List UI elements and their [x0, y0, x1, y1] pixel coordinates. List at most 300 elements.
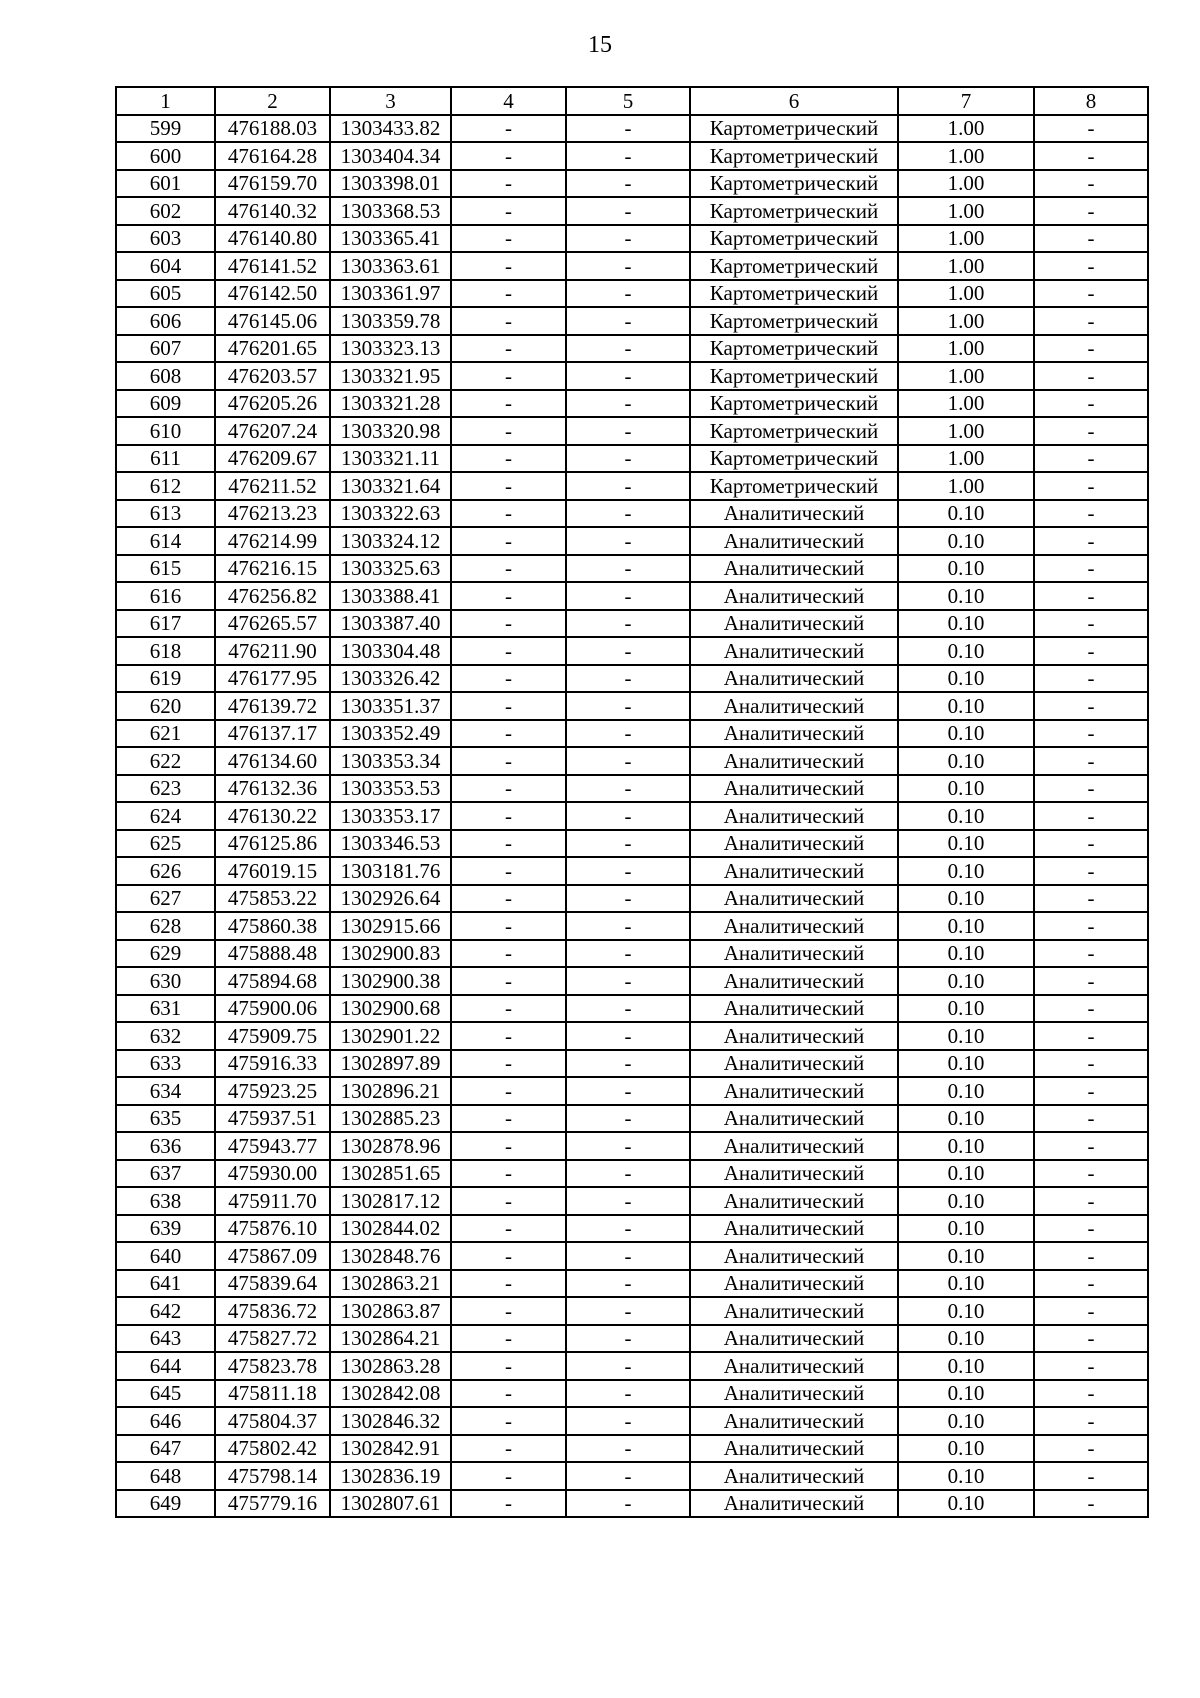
table-row	[116, 1187, 1148, 1215]
y-coordinate-cell: 1302863.28	[330, 1352, 451, 1380]
column-4-cell: -	[451, 857, 566, 885]
y-coordinate-cell: 1303321.64	[330, 472, 451, 500]
column-8-cell: -	[1034, 280, 1148, 308]
accuracy-cell: 1.00	[898, 142, 1034, 170]
point-number-cell: 625	[116, 830, 215, 858]
accuracy-cell: 0.10	[898, 1407, 1034, 1435]
point-number-cell: 636	[116, 1132, 215, 1160]
point-number-cell: 599	[116, 115, 215, 143]
table-row	[116, 1380, 1148, 1408]
table-row	[116, 1242, 1148, 1270]
point-number-cell: 629	[116, 940, 215, 968]
column-8-cell: -	[1034, 720, 1148, 748]
column-4-cell: -	[451, 692, 566, 720]
x-coordinate-cell: 476205.26	[215, 390, 330, 418]
y-coordinate-cell: 1302885.23	[330, 1105, 451, 1133]
table-row	[116, 720, 1148, 748]
y-coordinate-cell: 1302900.68	[330, 995, 451, 1023]
column-header-3: 3	[330, 87, 451, 115]
column-8-cell: -	[1034, 830, 1148, 858]
column-8-cell: -	[1034, 1270, 1148, 1298]
table-row	[116, 665, 1148, 693]
x-coordinate-cell: 475888.48	[215, 940, 330, 968]
accuracy-cell: 0.10	[898, 775, 1034, 803]
x-coordinate-cell: 476159.70	[215, 170, 330, 198]
y-coordinate-cell: 1303398.01	[330, 170, 451, 198]
point-number-cell: 613	[116, 500, 215, 528]
method-cell: Аналитический	[690, 1270, 898, 1298]
point-number-cell: 648	[116, 1462, 215, 1490]
column-8-cell: -	[1034, 555, 1148, 583]
table-row	[116, 940, 1148, 968]
accuracy-cell: 1.00	[898, 390, 1034, 418]
column-4-cell: -	[451, 802, 566, 830]
column-8-cell: -	[1034, 500, 1148, 528]
accuracy-cell: 1.00	[898, 472, 1034, 500]
point-number-cell: 606	[116, 307, 215, 335]
column-4-cell: -	[451, 582, 566, 610]
column-8-cell: -	[1034, 912, 1148, 940]
y-coordinate-cell: 1303387.40	[330, 610, 451, 638]
column-5-cell: -	[566, 775, 690, 803]
column-5-cell: -	[566, 307, 690, 335]
method-cell: Картометрический	[690, 362, 898, 390]
column-4-cell: -	[451, 500, 566, 528]
accuracy-cell: 1.00	[898, 307, 1034, 335]
y-coordinate-cell: 1303365.41	[330, 225, 451, 253]
column-4-cell: -	[451, 940, 566, 968]
column-4-cell: -	[451, 417, 566, 445]
accuracy-cell: 0.10	[898, 1325, 1034, 1353]
y-coordinate-cell: 1302901.22	[330, 1022, 451, 1050]
table-row	[116, 692, 1148, 720]
column-8-cell: -	[1034, 610, 1148, 638]
coordinates-table	[115, 86, 1149, 1518]
column-8-cell: -	[1034, 142, 1148, 170]
point-number-cell: 641	[116, 1270, 215, 1298]
column-4-cell: -	[451, 1325, 566, 1353]
table-row	[116, 1407, 1148, 1435]
x-coordinate-cell: 476177.95	[215, 665, 330, 693]
x-coordinate-cell: 476142.50	[215, 280, 330, 308]
table-row	[116, 1297, 1148, 1325]
point-number-cell: 607	[116, 335, 215, 363]
column-4-cell: -	[451, 1490, 566, 1518]
column-8-cell: -	[1034, 362, 1148, 390]
x-coordinate-cell: 476201.65	[215, 335, 330, 363]
point-number-cell: 635	[116, 1105, 215, 1133]
column-4-cell: -	[451, 1187, 566, 1215]
accuracy-cell: 1.00	[898, 362, 1034, 390]
accuracy-cell: 0.10	[898, 912, 1034, 940]
column-5-cell: -	[566, 1022, 690, 1050]
column-4-cell: -	[451, 885, 566, 913]
table-row	[116, 472, 1148, 500]
column-header-1: 1	[116, 87, 215, 115]
method-cell: Аналитический	[690, 1352, 898, 1380]
point-number-cell: 647	[116, 1435, 215, 1463]
column-5-cell: -	[566, 1407, 690, 1435]
column-8-cell: -	[1034, 417, 1148, 445]
column-4-cell: -	[451, 830, 566, 858]
method-cell: Аналитический	[690, 1105, 898, 1133]
method-cell: Аналитический	[690, 1022, 898, 1050]
accuracy-cell: 1.00	[898, 252, 1034, 280]
accuracy-cell: 0.10	[898, 802, 1034, 830]
column-4-cell: -	[451, 335, 566, 363]
column-header-4: 4	[451, 87, 566, 115]
table-row	[116, 637, 1148, 665]
column-4-cell: -	[451, 472, 566, 500]
column-8-cell: -	[1034, 1105, 1148, 1133]
column-header-2: 2	[215, 87, 330, 115]
column-5-cell: -	[566, 280, 690, 308]
column-4-cell: -	[451, 197, 566, 225]
method-cell: Аналитический	[690, 830, 898, 858]
x-coordinate-cell: 475943.77	[215, 1132, 330, 1160]
x-coordinate-cell: 476139.72	[215, 692, 330, 720]
method-cell: Аналитический	[690, 1050, 898, 1078]
x-coordinate-cell: 476213.23	[215, 500, 330, 528]
y-coordinate-cell: 1302807.61	[330, 1490, 451, 1518]
column-8-cell: -	[1034, 115, 1148, 143]
accuracy-cell: 0.10	[898, 1435, 1034, 1463]
method-cell: Аналитический	[690, 665, 898, 693]
table-row	[116, 995, 1148, 1023]
column-4-cell: -	[451, 1435, 566, 1463]
column-8-cell: -	[1034, 1160, 1148, 1188]
point-number-cell: 605	[116, 280, 215, 308]
y-coordinate-cell: 1303353.34	[330, 747, 451, 775]
column-5-cell: -	[566, 252, 690, 280]
column-8-cell: -	[1034, 472, 1148, 500]
accuracy-cell: 0.10	[898, 610, 1034, 638]
table-row	[116, 1050, 1148, 1078]
y-coordinate-cell: 1303321.95	[330, 362, 451, 390]
x-coordinate-cell: 476209.67	[215, 445, 330, 473]
x-coordinate-cell: 476019.15	[215, 857, 330, 885]
column-5-cell: -	[566, 1380, 690, 1408]
method-cell: Картометрический	[690, 417, 898, 445]
y-coordinate-cell: 1303351.37	[330, 692, 451, 720]
column-8-cell: -	[1034, 1187, 1148, 1215]
point-number-cell: 626	[116, 857, 215, 885]
method-cell: Аналитический	[690, 637, 898, 665]
y-coordinate-cell: 1303320.98	[330, 417, 451, 445]
point-number-cell: 633	[116, 1050, 215, 1078]
point-number-cell: 610	[116, 417, 215, 445]
y-coordinate-cell: 1303433.82	[330, 115, 451, 143]
column-4-cell: -	[451, 1132, 566, 1160]
y-coordinate-cell: 1302842.08	[330, 1380, 451, 1408]
column-5-cell: -	[566, 1490, 690, 1518]
accuracy-cell: 1.00	[898, 335, 1034, 363]
y-coordinate-cell: 1303322.63	[330, 500, 451, 528]
table-row	[116, 1352, 1148, 1380]
column-5-cell: -	[566, 637, 690, 665]
y-coordinate-cell: 1302878.96	[330, 1132, 451, 1160]
y-coordinate-cell: 1303361.97	[330, 280, 451, 308]
accuracy-cell: 0.10	[898, 582, 1034, 610]
column-8-cell: -	[1034, 967, 1148, 995]
point-number-cell: 622	[116, 747, 215, 775]
column-8-cell: -	[1034, 1325, 1148, 1353]
accuracy-cell: 0.10	[898, 1380, 1034, 1408]
table-row	[116, 225, 1148, 253]
table-row	[116, 555, 1148, 583]
column-4-cell: -	[451, 115, 566, 143]
point-number-cell: 638	[116, 1187, 215, 1215]
column-4-cell: -	[451, 1022, 566, 1050]
y-coordinate-cell: 1303181.76	[330, 857, 451, 885]
table-row	[116, 802, 1148, 830]
point-number-cell: 631	[116, 995, 215, 1023]
y-coordinate-cell: 1303324.12	[330, 527, 451, 555]
point-number-cell: 649	[116, 1490, 215, 1518]
x-coordinate-cell: 475923.25	[215, 1077, 330, 1105]
method-cell: Аналитический	[690, 995, 898, 1023]
point-number-cell: 642	[116, 1297, 215, 1325]
method-cell: Аналитический	[690, 802, 898, 830]
x-coordinate-cell: 476164.28	[215, 142, 330, 170]
table-row	[116, 1270, 1148, 1298]
column-4-cell: -	[451, 1050, 566, 1078]
column-4-cell: -	[451, 1160, 566, 1188]
column-4-cell: -	[451, 1352, 566, 1380]
point-number-cell: 628	[116, 912, 215, 940]
table-row	[116, 1215, 1148, 1243]
x-coordinate-cell: 476140.32	[215, 197, 330, 225]
column-8-cell: -	[1034, 1380, 1148, 1408]
accuracy-cell: 0.10	[898, 1077, 1034, 1105]
table-row	[116, 775, 1148, 803]
table-row	[116, 362, 1148, 390]
method-cell: Картометрический	[690, 170, 898, 198]
table-row	[116, 1435, 1148, 1463]
column-5-cell: -	[566, 1077, 690, 1105]
column-5-cell: -	[566, 885, 690, 913]
table-row	[116, 1132, 1148, 1160]
y-coordinate-cell: 1302926.64	[330, 885, 451, 913]
column-8-cell: -	[1034, 225, 1148, 253]
method-cell: Картометрический	[690, 115, 898, 143]
y-coordinate-cell: 1302896.21	[330, 1077, 451, 1105]
method-cell: Картометрический	[690, 307, 898, 335]
accuracy-cell: 0.10	[898, 857, 1034, 885]
column-8-cell: -	[1034, 527, 1148, 555]
column-5-cell: -	[566, 1352, 690, 1380]
x-coordinate-cell: 476125.86	[215, 830, 330, 858]
table-row	[116, 252, 1148, 280]
y-coordinate-cell: 1303323.13	[330, 335, 451, 363]
x-coordinate-cell: 476137.17	[215, 720, 330, 748]
x-coordinate-cell: 475930.00	[215, 1160, 330, 1188]
x-coordinate-cell: 475836.72	[215, 1297, 330, 1325]
column-5-cell: -	[566, 720, 690, 748]
column-5-cell: -	[566, 1160, 690, 1188]
y-coordinate-cell: 1302900.38	[330, 967, 451, 995]
method-cell: Аналитический	[690, 1325, 898, 1353]
table-row	[116, 142, 1148, 170]
table-row	[116, 170, 1148, 198]
page-number: 15	[588, 32, 612, 58]
column-5-cell: -	[566, 417, 690, 445]
x-coordinate-cell: 475937.51	[215, 1105, 330, 1133]
x-coordinate-cell: 475876.10	[215, 1215, 330, 1243]
point-number-cell: 640	[116, 1242, 215, 1270]
method-cell: Аналитический	[690, 747, 898, 775]
method-cell: Картометрический	[690, 280, 898, 308]
column-4-cell: -	[451, 280, 566, 308]
method-cell: Аналитический	[690, 857, 898, 885]
method-cell: Аналитический	[690, 692, 898, 720]
point-number-cell: 645	[116, 1380, 215, 1408]
y-coordinate-cell: 1303346.53	[330, 830, 451, 858]
method-cell: Аналитический	[690, 1407, 898, 1435]
table-row	[116, 197, 1148, 225]
point-number-cell: 632	[116, 1022, 215, 1050]
column-4-cell: -	[451, 1105, 566, 1133]
column-4-cell: -	[451, 1462, 566, 1490]
column-8-cell: -	[1034, 692, 1148, 720]
column-5-cell: -	[566, 830, 690, 858]
point-number-cell: 643	[116, 1325, 215, 1353]
y-coordinate-cell: 1303321.28	[330, 390, 451, 418]
y-coordinate-cell: 1302863.87	[330, 1297, 451, 1325]
table-row	[116, 390, 1148, 418]
method-cell: Аналитический	[690, 720, 898, 748]
table-row	[116, 1022, 1148, 1050]
x-coordinate-cell: 476207.24	[215, 417, 330, 445]
accuracy-cell: 0.10	[898, 1050, 1034, 1078]
accuracy-cell: 0.10	[898, 720, 1034, 748]
column-4-cell: -	[451, 555, 566, 583]
y-coordinate-cell: 1303321.11	[330, 445, 451, 473]
point-number-cell: 624	[116, 802, 215, 830]
column-8-cell: -	[1034, 1352, 1148, 1380]
column-5-cell: -	[566, 115, 690, 143]
x-coordinate-cell: 476216.15	[215, 555, 330, 583]
point-number-cell: 639	[116, 1215, 215, 1243]
y-coordinate-cell: 1303352.49	[330, 720, 451, 748]
x-coordinate-cell: 475802.42	[215, 1435, 330, 1463]
column-5-cell: -	[566, 142, 690, 170]
table-row	[116, 115, 1148, 143]
column-8-cell: -	[1034, 775, 1148, 803]
table-row	[116, 1462, 1148, 1490]
y-coordinate-cell: 1303388.41	[330, 582, 451, 610]
method-cell: Аналитический	[690, 582, 898, 610]
column-5-cell: -	[566, 610, 690, 638]
point-number-cell: 614	[116, 527, 215, 555]
column-4-cell: -	[451, 1380, 566, 1408]
column-5-cell: -	[566, 500, 690, 528]
column-4-cell: -	[451, 362, 566, 390]
point-number-cell: 608	[116, 362, 215, 390]
point-number-cell: 634	[116, 1077, 215, 1105]
column-4-cell: -	[451, 775, 566, 803]
method-cell: Картометрический	[690, 197, 898, 225]
y-coordinate-cell: 1303404.34	[330, 142, 451, 170]
x-coordinate-cell: 476203.57	[215, 362, 330, 390]
accuracy-cell: 1.00	[898, 417, 1034, 445]
column-5-cell: -	[566, 197, 690, 225]
accuracy-cell: 0.10	[898, 1022, 1034, 1050]
column-4-cell: -	[451, 747, 566, 775]
method-cell: Аналитический	[690, 1132, 898, 1160]
column-5-cell: -	[566, 1270, 690, 1298]
column-5-cell: -	[566, 995, 690, 1023]
column-8-cell: -	[1034, 885, 1148, 913]
column-4-cell: -	[451, 995, 566, 1023]
column-8-cell: -	[1034, 747, 1148, 775]
x-coordinate-cell: 475916.33	[215, 1050, 330, 1078]
method-cell: Картометрический	[690, 225, 898, 253]
x-coordinate-cell: 476211.90	[215, 637, 330, 665]
accuracy-cell: 0.10	[898, 995, 1034, 1023]
accuracy-cell: 0.10	[898, 555, 1034, 583]
accuracy-cell: 0.10	[898, 967, 1034, 995]
column-5-cell: -	[566, 527, 690, 555]
x-coordinate-cell: 476130.22	[215, 802, 330, 830]
column-4-cell: -	[451, 665, 566, 693]
accuracy-cell: 0.10	[898, 1297, 1034, 1325]
y-coordinate-cell: 1302817.12	[330, 1187, 451, 1215]
table-row	[116, 912, 1148, 940]
point-number-cell: 637	[116, 1160, 215, 1188]
accuracy-cell: 0.10	[898, 692, 1034, 720]
column-8-cell: -	[1034, 582, 1148, 610]
method-cell: Картометрический	[690, 252, 898, 280]
y-coordinate-cell: 1303353.53	[330, 775, 451, 803]
column-5-cell: -	[566, 802, 690, 830]
table-row	[116, 1105, 1148, 1133]
table-row	[116, 967, 1148, 995]
y-coordinate-cell: 1302846.32	[330, 1407, 451, 1435]
method-cell: Аналитический	[690, 1380, 898, 1408]
table-row	[116, 1160, 1148, 1188]
method-cell: Картометрический	[690, 142, 898, 170]
table-body	[116, 115, 1148, 1518]
point-number-cell: 612	[116, 472, 215, 500]
accuracy-cell: 0.10	[898, 1242, 1034, 1270]
accuracy-cell: 0.10	[898, 1132, 1034, 1160]
accuracy-cell: 0.10	[898, 527, 1034, 555]
accuracy-cell: 1.00	[898, 197, 1034, 225]
y-coordinate-cell: 1303326.42	[330, 665, 451, 693]
y-coordinate-cell: 1302844.02	[330, 1215, 451, 1243]
accuracy-cell: 1.00	[898, 445, 1034, 473]
point-number-cell: 615	[116, 555, 215, 583]
x-coordinate-cell: 475911.70	[215, 1187, 330, 1215]
x-coordinate-cell: 475853.22	[215, 885, 330, 913]
table-row	[116, 1490, 1148, 1518]
accuracy-cell: 0.10	[898, 500, 1034, 528]
column-5-cell: -	[566, 1297, 690, 1325]
column-8-cell: -	[1034, 665, 1148, 693]
accuracy-cell: 1.00	[898, 170, 1034, 198]
column-5-cell: -	[566, 582, 690, 610]
column-5-cell: -	[566, 225, 690, 253]
accuracy-cell: 0.10	[898, 1490, 1034, 1518]
y-coordinate-cell: 1302863.21	[330, 1270, 451, 1298]
column-8-cell: -	[1034, 940, 1148, 968]
method-cell: Аналитический	[690, 912, 898, 940]
y-coordinate-cell: 1303363.61	[330, 252, 451, 280]
column-5-cell: -	[566, 857, 690, 885]
column-5-cell: -	[566, 1105, 690, 1133]
column-4-cell: -	[451, 225, 566, 253]
